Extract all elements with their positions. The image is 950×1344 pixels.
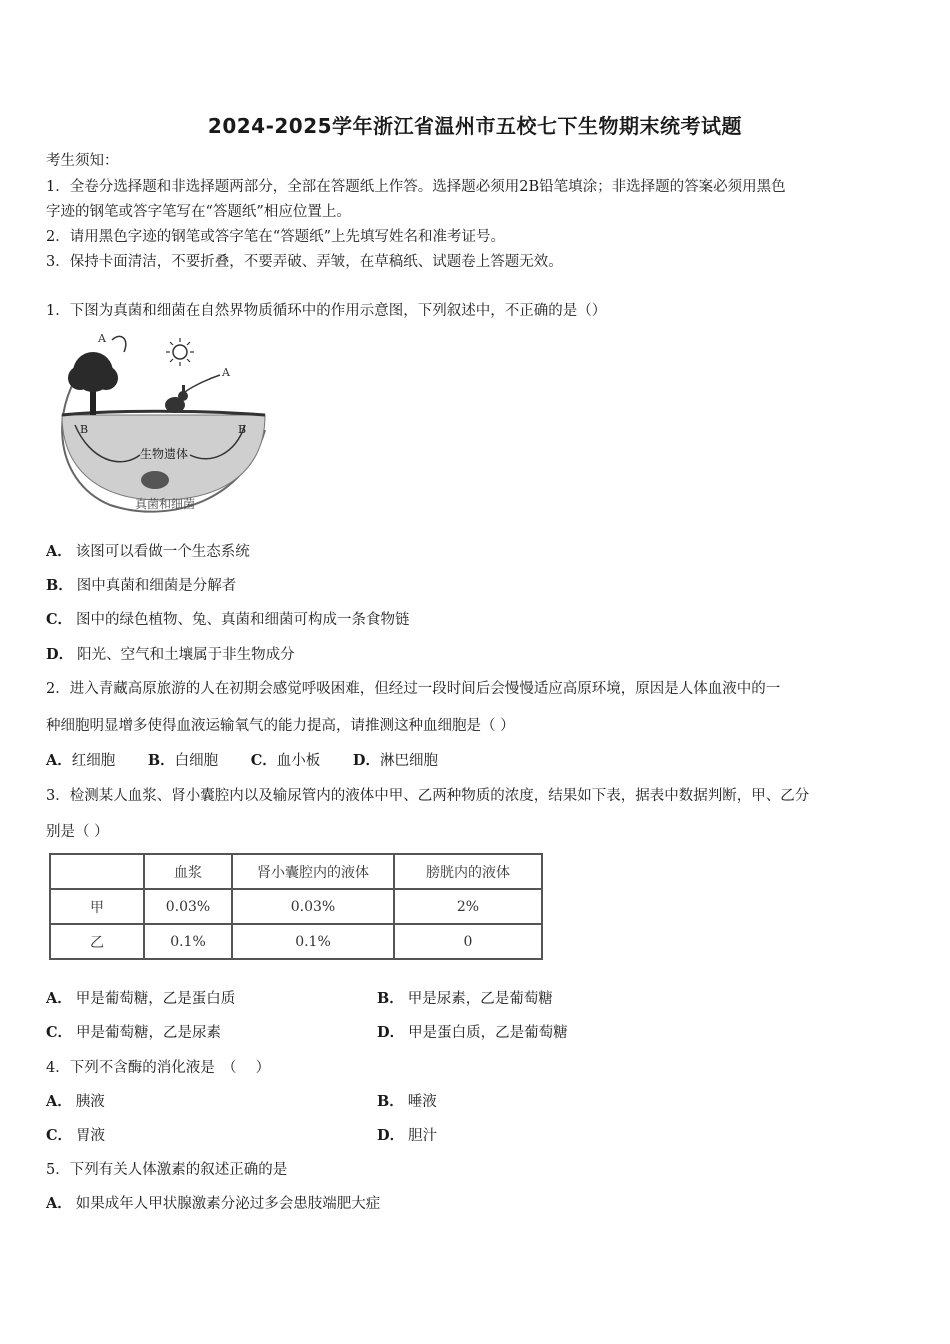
table-header-row xyxy=(50,854,542,889)
material-cycle-figure xyxy=(50,330,272,516)
table-cell: 0.03% xyxy=(144,889,232,924)
q4-option-b: B． 唾液 xyxy=(377,1093,437,1110)
q3-stem: 3．检测某人血浆、肾小囊腔内以及输尿管内的液体中甲、乙两种物质的浓度，结果如下表，据表中数据判断，甲、乙分 xyxy=(46,788,810,804)
table-row xyxy=(50,924,542,959)
q5-option-a: A． 如果成年人甲状腺激素分泌过多会患肢端肥大症 xyxy=(46,1195,381,1212)
q1-option-d: D． 阳光、空气和土壤属于非生物成分 xyxy=(46,646,295,663)
label-b: B xyxy=(80,423,89,436)
q5-stem: 5．下列有关人体激素的叙述正确的是 xyxy=(46,1162,288,1178)
notice-heading: 考生须知： xyxy=(46,153,119,169)
label-a: A xyxy=(222,366,230,379)
label-remains: 生物遗体 xyxy=(140,447,189,461)
arrow-icon xyxy=(185,375,220,392)
arrow-icon xyxy=(112,336,126,352)
notice-item: 1．全卷分选择题和非选择题两部分，全部在答题纸上作答。选择题必须用2B铅笔填涂；非选择题的答案必须用黑色 xyxy=(46,179,786,195)
page-title: 2024-2025学年浙江省温州市五校七下生物期末统考试题 xyxy=(207,114,743,138)
q4-option-c: C． 胃液 xyxy=(46,1127,106,1144)
q3-stem: 别是（ ） xyxy=(46,824,109,840)
table-header xyxy=(50,854,144,889)
notice-item: 3．保持卡面清洁，不要折叠，不要弄破、弄皱，在草稿纸、试题卷上答题无效。 xyxy=(46,254,563,270)
q1-stem: 1．下图为真菌和细菌在自然界物质循环中的作用示意图，下列叙述中，不正确的是（） xyxy=(46,303,607,319)
table-cell: 0 xyxy=(394,924,542,959)
q4-stem: 4．下列不含酶的消化液是 （ ） xyxy=(46,1060,271,1076)
notice-item: 字迹的钢笔或答字笔写在“答题纸”相应位置上。 xyxy=(46,204,351,220)
q2-options xyxy=(46,751,466,771)
q1-option-c: C． 图中的绿色植物、兔、真菌和细菌可构成一条食物链 xyxy=(46,611,410,628)
q4-option-a: A． 胰液 xyxy=(46,1093,105,1110)
q2-option-a: A．红细胞 xyxy=(46,752,116,769)
label-a: A xyxy=(98,332,106,345)
q2-stem: 2．进入青藏高原旅游的人在初期会感觉呼吸困难，但经过一段时间后会慢慢适应高原环境，原因是人体血液中的一 xyxy=(46,681,781,697)
sun-icon xyxy=(173,345,187,359)
table-header: 肾小囊腔内的液体 xyxy=(232,854,394,889)
table-cell: 0.1% xyxy=(232,924,394,959)
table-header: 膀胱内的液体 xyxy=(394,854,542,889)
q1-option-a: A． 该图可以看做一个生态系统 xyxy=(46,543,250,560)
label-fungi: 真菌和细菌 xyxy=(135,497,196,511)
notice-item: 2．请用黑色字迹的钢笔或答字笔在“答题纸”上先填写姓名和准考证号。 xyxy=(46,229,506,245)
q2-option-d: D．淋巴细胞 xyxy=(352,752,438,769)
q3-option-d: D． 甲是蛋白质，乙是葡萄糖 xyxy=(377,1024,568,1041)
q2-option-c: C．血小板 xyxy=(250,752,321,769)
concentration-table xyxy=(49,853,543,960)
table-row xyxy=(50,889,542,924)
label-b: B xyxy=(238,423,247,436)
table-header: 血浆 xyxy=(144,854,232,889)
q3-option-a: A． 甲是葡萄糖，乙是蛋白质 xyxy=(46,990,236,1007)
q2-option-b: B．白细胞 xyxy=(147,752,219,769)
table-cell: 0.1% xyxy=(144,924,232,959)
table-cell: 甲 xyxy=(50,889,144,924)
table-cell: 2% xyxy=(394,889,542,924)
q2-stem: 种细胞明显增多使得血液运输氧气的能力提高，请推测这种血细胞是（ ） xyxy=(46,718,515,734)
table-cell: 0.03% xyxy=(232,889,394,924)
table-cell: 乙 xyxy=(50,924,144,959)
q3-option-c: C． 甲是葡萄糖，乙是尿素 xyxy=(46,1024,222,1041)
microbe-icon xyxy=(141,471,169,489)
q3-option-b: B． 甲是尿素，乙是葡萄糖 xyxy=(377,990,553,1007)
q1-option-b: B． 图中真菌和细菌是分解者 xyxy=(46,577,237,594)
q4-option-d: D． 胆汁 xyxy=(377,1127,438,1144)
